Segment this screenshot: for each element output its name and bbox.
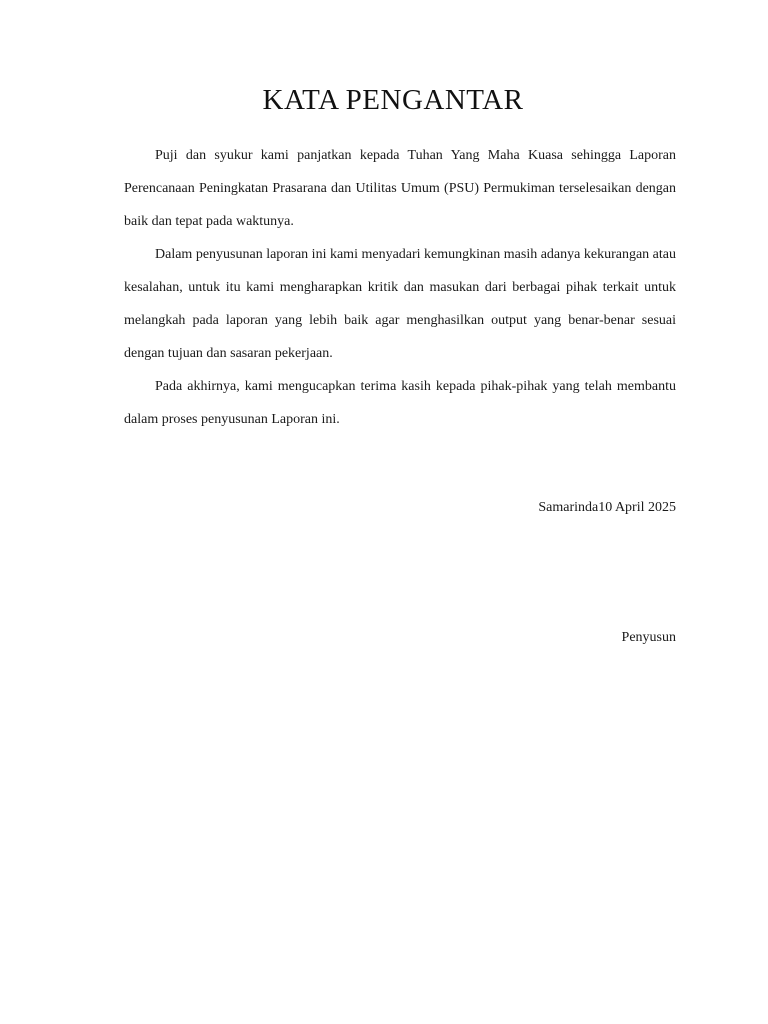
paragraph-1: Puji dan syukur kami panjatkan kepada Tuhan Yang Maha Kuasa sehingga Laporan Perencanaan Peningkatan Prasarana dan Utilitas Umum (PSU) Permukiman terselesaikan dengan baik dan tepat pada waktunya.: [124, 148, 676, 229]
page-title: KATA PENGANTAR: [262, 84, 524, 116]
paragraph-2: Dalam penyusunan laporan ini kami menyadari kemungkinan masih adanya kekurangan atau kesalahan, untuk itu kami mengharapkan kritik dan masukan dari berbagai pihak terkait untuk melangkah pada laporan yang lebih baik agar menghasilkan output yang benar-benar sesuai dengan tujuan dan sasaran pekerjaan.: [124, 247, 676, 361]
place-date: Samarinda10 April 2025: [538, 500, 676, 515]
paragraph-3: Pada akhirnya, kami mengucapkan terima kasih kepada pihak-pihak yang telah membantu dalam proses penyusunan Laporan ini.: [124, 379, 676, 427]
signer: Penyusun: [621, 630, 676, 645]
body-text: [124, 139, 676, 436]
